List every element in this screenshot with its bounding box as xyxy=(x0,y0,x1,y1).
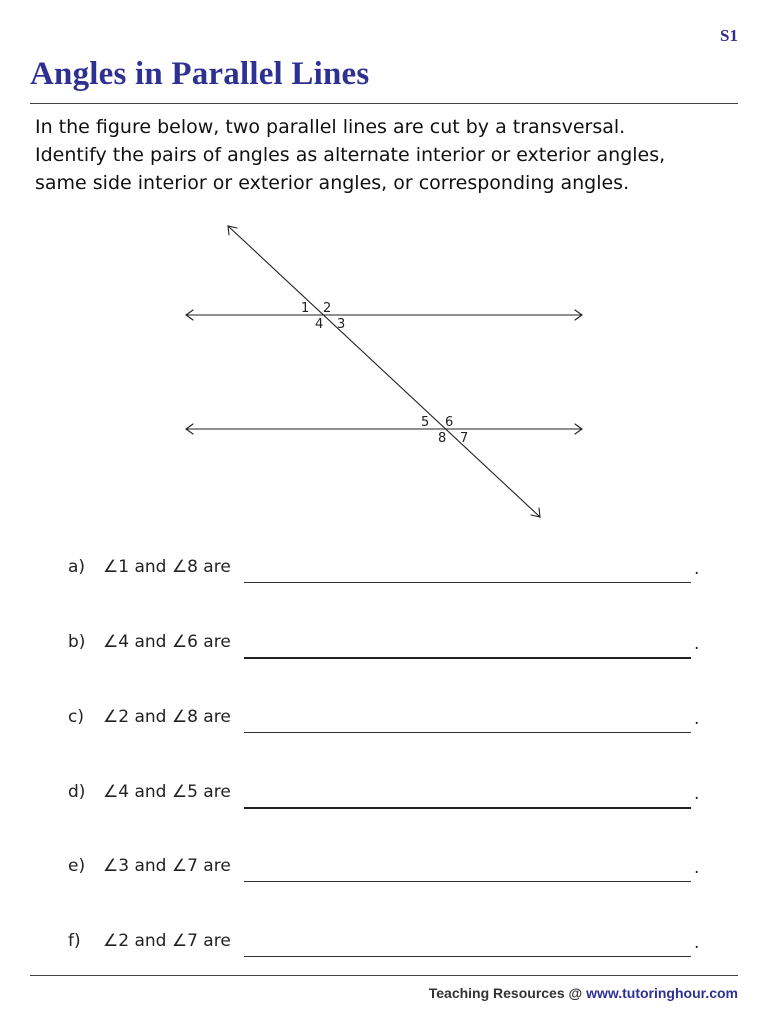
question-item xyxy=(0,632,768,672)
question-item xyxy=(0,782,768,822)
question-period: . xyxy=(694,709,700,729)
question-item xyxy=(0,931,768,971)
question-period: . xyxy=(694,634,700,654)
footer-site-link[interactable]: www.tutoringhour.com xyxy=(586,985,738,1001)
question-period: . xyxy=(694,559,700,579)
answer-line[interactable] xyxy=(244,732,691,733)
instruction-line: In the figure below, two parallel lines are cut by a transversal. xyxy=(35,116,626,138)
answer-line[interactable] xyxy=(244,657,691,659)
question-text: ∠3 and ∠7 are xyxy=(103,856,231,876)
angle-label-3: 3 xyxy=(337,317,346,332)
angle-label-4: 4 xyxy=(315,317,324,332)
question-text: ∠4 and ∠6 are xyxy=(103,632,231,652)
angle-label-5: 5 xyxy=(421,415,430,430)
transversal-line xyxy=(228,226,540,517)
answer-line[interactable] xyxy=(244,881,691,882)
instruction-line: Identify the pairs of angles as alternate interior or exterior angles, xyxy=(35,144,666,166)
sheet-code: S1 xyxy=(720,26,738,45)
question-letter: a) xyxy=(68,557,86,577)
answer-line[interactable] xyxy=(244,956,691,957)
angle-label-2: 2 xyxy=(323,301,332,316)
footer-credit xyxy=(429,985,738,1001)
question-text: ∠4 and ∠5 are xyxy=(103,782,231,802)
question-text: ∠2 and ∠8 are xyxy=(103,707,231,727)
question-letter: d) xyxy=(68,782,86,802)
angle-label-7: 7 xyxy=(460,431,469,446)
answer-line[interactable] xyxy=(244,582,691,583)
page-title: Angles in Parallel Lines xyxy=(30,56,370,92)
angle-label-1: 1 xyxy=(301,301,310,316)
question-item xyxy=(0,707,768,747)
question-period: . xyxy=(694,858,700,878)
question-item xyxy=(0,557,768,597)
answer-line[interactable] xyxy=(244,807,691,809)
angle-label-8: 8 xyxy=(438,431,447,446)
question-period: . xyxy=(694,933,700,953)
instruction-line: same side interior or exterior angles, or corresponding angles. xyxy=(35,172,630,194)
question-letter: b) xyxy=(68,632,86,652)
footer-prefix: Teaching Resources @ xyxy=(428,985,587,1001)
footer-divider xyxy=(30,975,738,976)
question-letter: f) xyxy=(68,931,81,951)
question-item xyxy=(0,856,768,896)
angle-label-6: 6 xyxy=(445,415,454,430)
question-text: ∠1 and ∠8 are xyxy=(103,557,231,577)
question-text: ∠2 and ∠7 are xyxy=(103,931,231,951)
question-letter: e) xyxy=(68,856,86,876)
question-period: . xyxy=(694,784,700,804)
question-letter: c) xyxy=(68,707,84,727)
